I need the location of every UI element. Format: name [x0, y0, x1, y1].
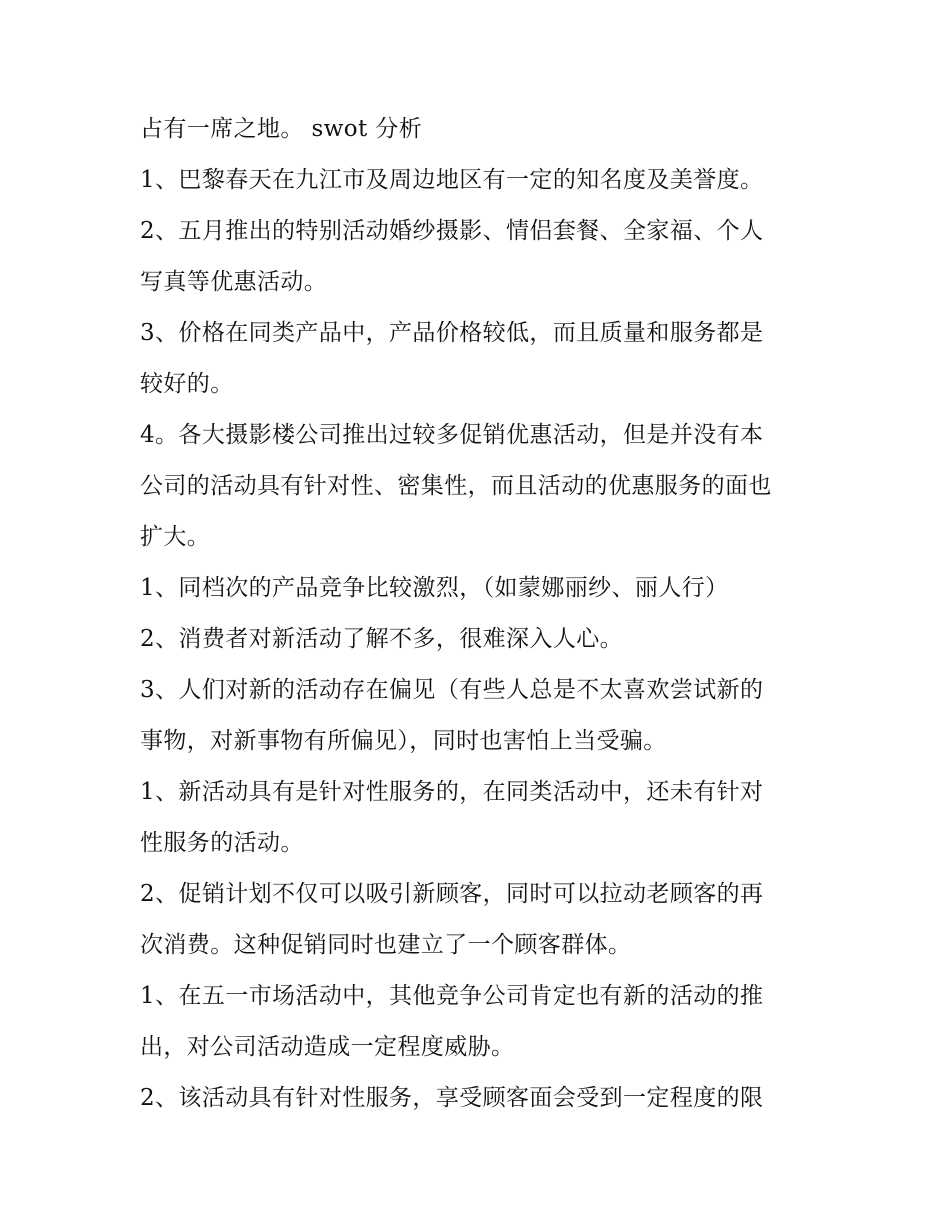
text-line: 出，对公司活动造成一定程度威胁。	[140, 1034, 515, 1060]
text-line: 1、新活动具有是针对性服务的，在同类活动中，还未有针对	[140, 779, 764, 805]
text-line: 2、该活动具有针对性服务，享受顾客面会受到一定程度的限	[140, 1085, 764, 1111]
text-line: 扩大。	[140, 524, 211, 550]
text-line: 2、消费者对新活动了解不多，很难深入人心。	[140, 626, 624, 652]
text-line: 1、巴黎春天在九江市及周边地区有一定的知名度及美誉度。	[140, 167, 764, 193]
document-body	[140, 109, 820, 1129]
text-line: 占有一席之地。 swot 分析	[140, 116, 423, 142]
text-line: 1、在五一市场活动中，其他竞争公司肯定也有新的活动的推	[140, 983, 764, 1009]
text-line: 2、促销计划不仅可以吸引新顾客，同时可以拉动老顾客的再	[140, 881, 764, 907]
text-line: 事物，对新事物有所偏见），同时也害怕上当受骗。	[140, 728, 667, 754]
text-line: 公司的活动具有针对性、密集性，而且活动的优惠服务的面也	[140, 473, 772, 499]
text-line: 3、价格在同类产品中，产品价格较低，而且质量和服务都是	[140, 320, 764, 346]
text-line: 1、同档次的产品竞争比较激烈，（如蒙娜丽纱、丽人行）	[140, 575, 729, 601]
text-line: 3、人们对新的活动存在偏见（有些人总是不太喜欢尝试新的	[140, 677, 764, 703]
text-line: 4。各大摄影楼公司推出过较多促销优惠活动，但是并没有本	[140, 422, 764, 448]
text-line: 性服务的活动。	[140, 830, 304, 856]
text-line: 较好的。	[140, 371, 234, 397]
text-line: 次消费。这种促销同时也建立了一个顾客群体。	[140, 932, 632, 958]
text-line: 写真等优惠活动。	[140, 269, 328, 295]
text-line: 2、五月推出的特别活动婚纱摄影、情侣套餐、全家福、个人	[140, 218, 764, 244]
